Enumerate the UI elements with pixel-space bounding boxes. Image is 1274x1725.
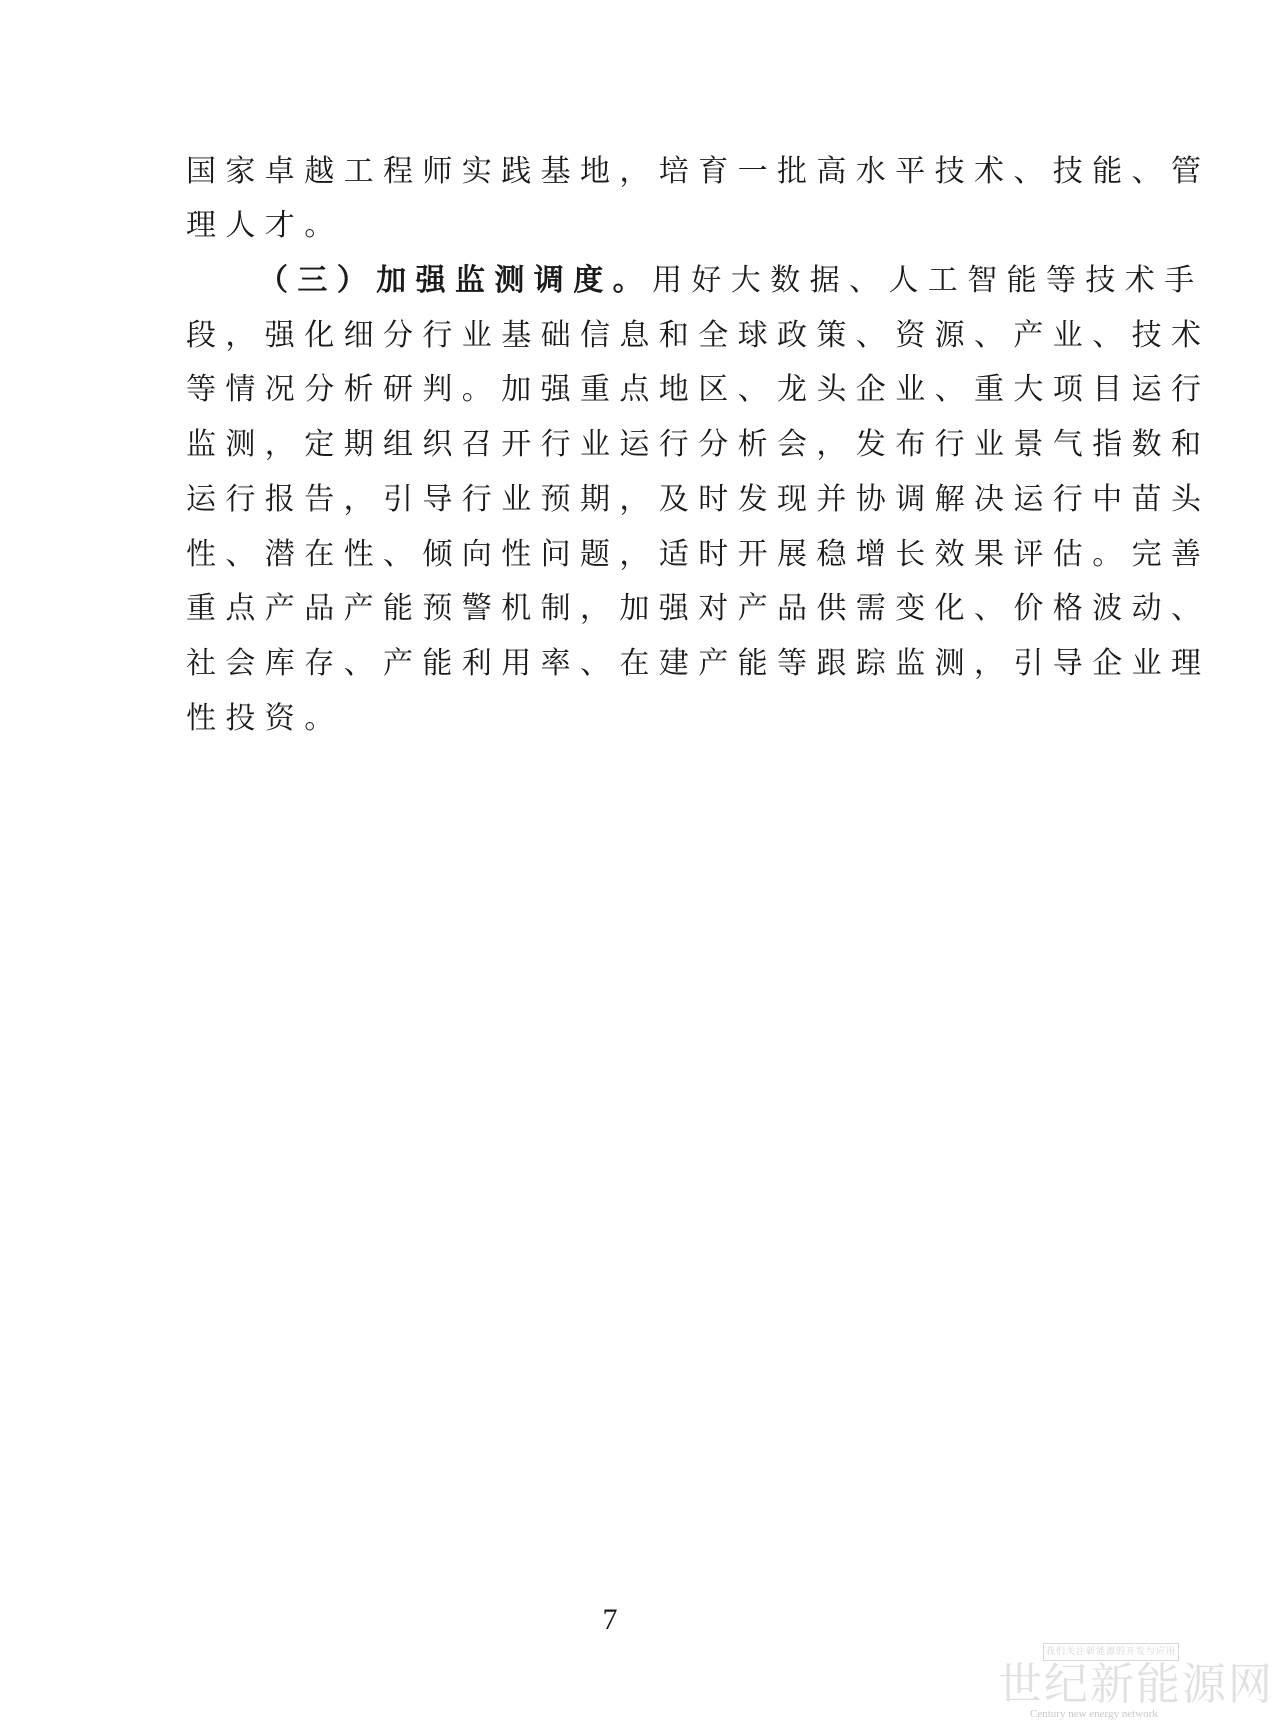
- watermark-tagline: 我们关注新能源的开发与应用: [1043, 1643, 1179, 1661]
- watermark-subtitle: Century new energy network: [1030, 1708, 1158, 1720]
- body-text-span: 用好大数据、人工智能等技术手: [652, 263, 1204, 298]
- watermark-logo-text: 世纪新能源网: [998, 1659, 1274, 1710]
- body-text-line: 性、潜在性、倾向性问题，适时开展稳增长效果评估。完善: [186, 537, 1211, 572]
- page-number: 7: [602, 1603, 618, 1636]
- body-text-line: 社会库存、产能利用率、在建产能等跟踪监测，引导企业理: [186, 646, 1211, 681]
- section-heading: （三）加强监测调度。: [258, 263, 652, 298]
- body-text-line: 重点产品产能预警机制，加强对产品供需变化、价格波动、: [186, 591, 1211, 626]
- body-text-line: 等情况分析研判。加强重点地区、龙头企业、重大项目运行: [186, 372, 1211, 407]
- body-text-line: 段，强化细分行业基础信息和全球政策、资源、产业、技术: [186, 318, 1211, 353]
- body-text-line: 国家卓越工程师实践基地，培育一批高水平技术、技能、管: [186, 154, 1211, 189]
- body-text-line: 监测，定期组织召开行业运行分析会，发布行业景气指数和: [186, 427, 1211, 462]
- body-text-line: 理人才。: [186, 208, 344, 243]
- body-text-line: 性投资。: [186, 701, 344, 736]
- body-text-line: 运行报告，引导行业预期，及时发现并协调解决运行中苗头: [186, 482, 1211, 517]
- section-paragraph-first-line: [258, 261, 1204, 301]
